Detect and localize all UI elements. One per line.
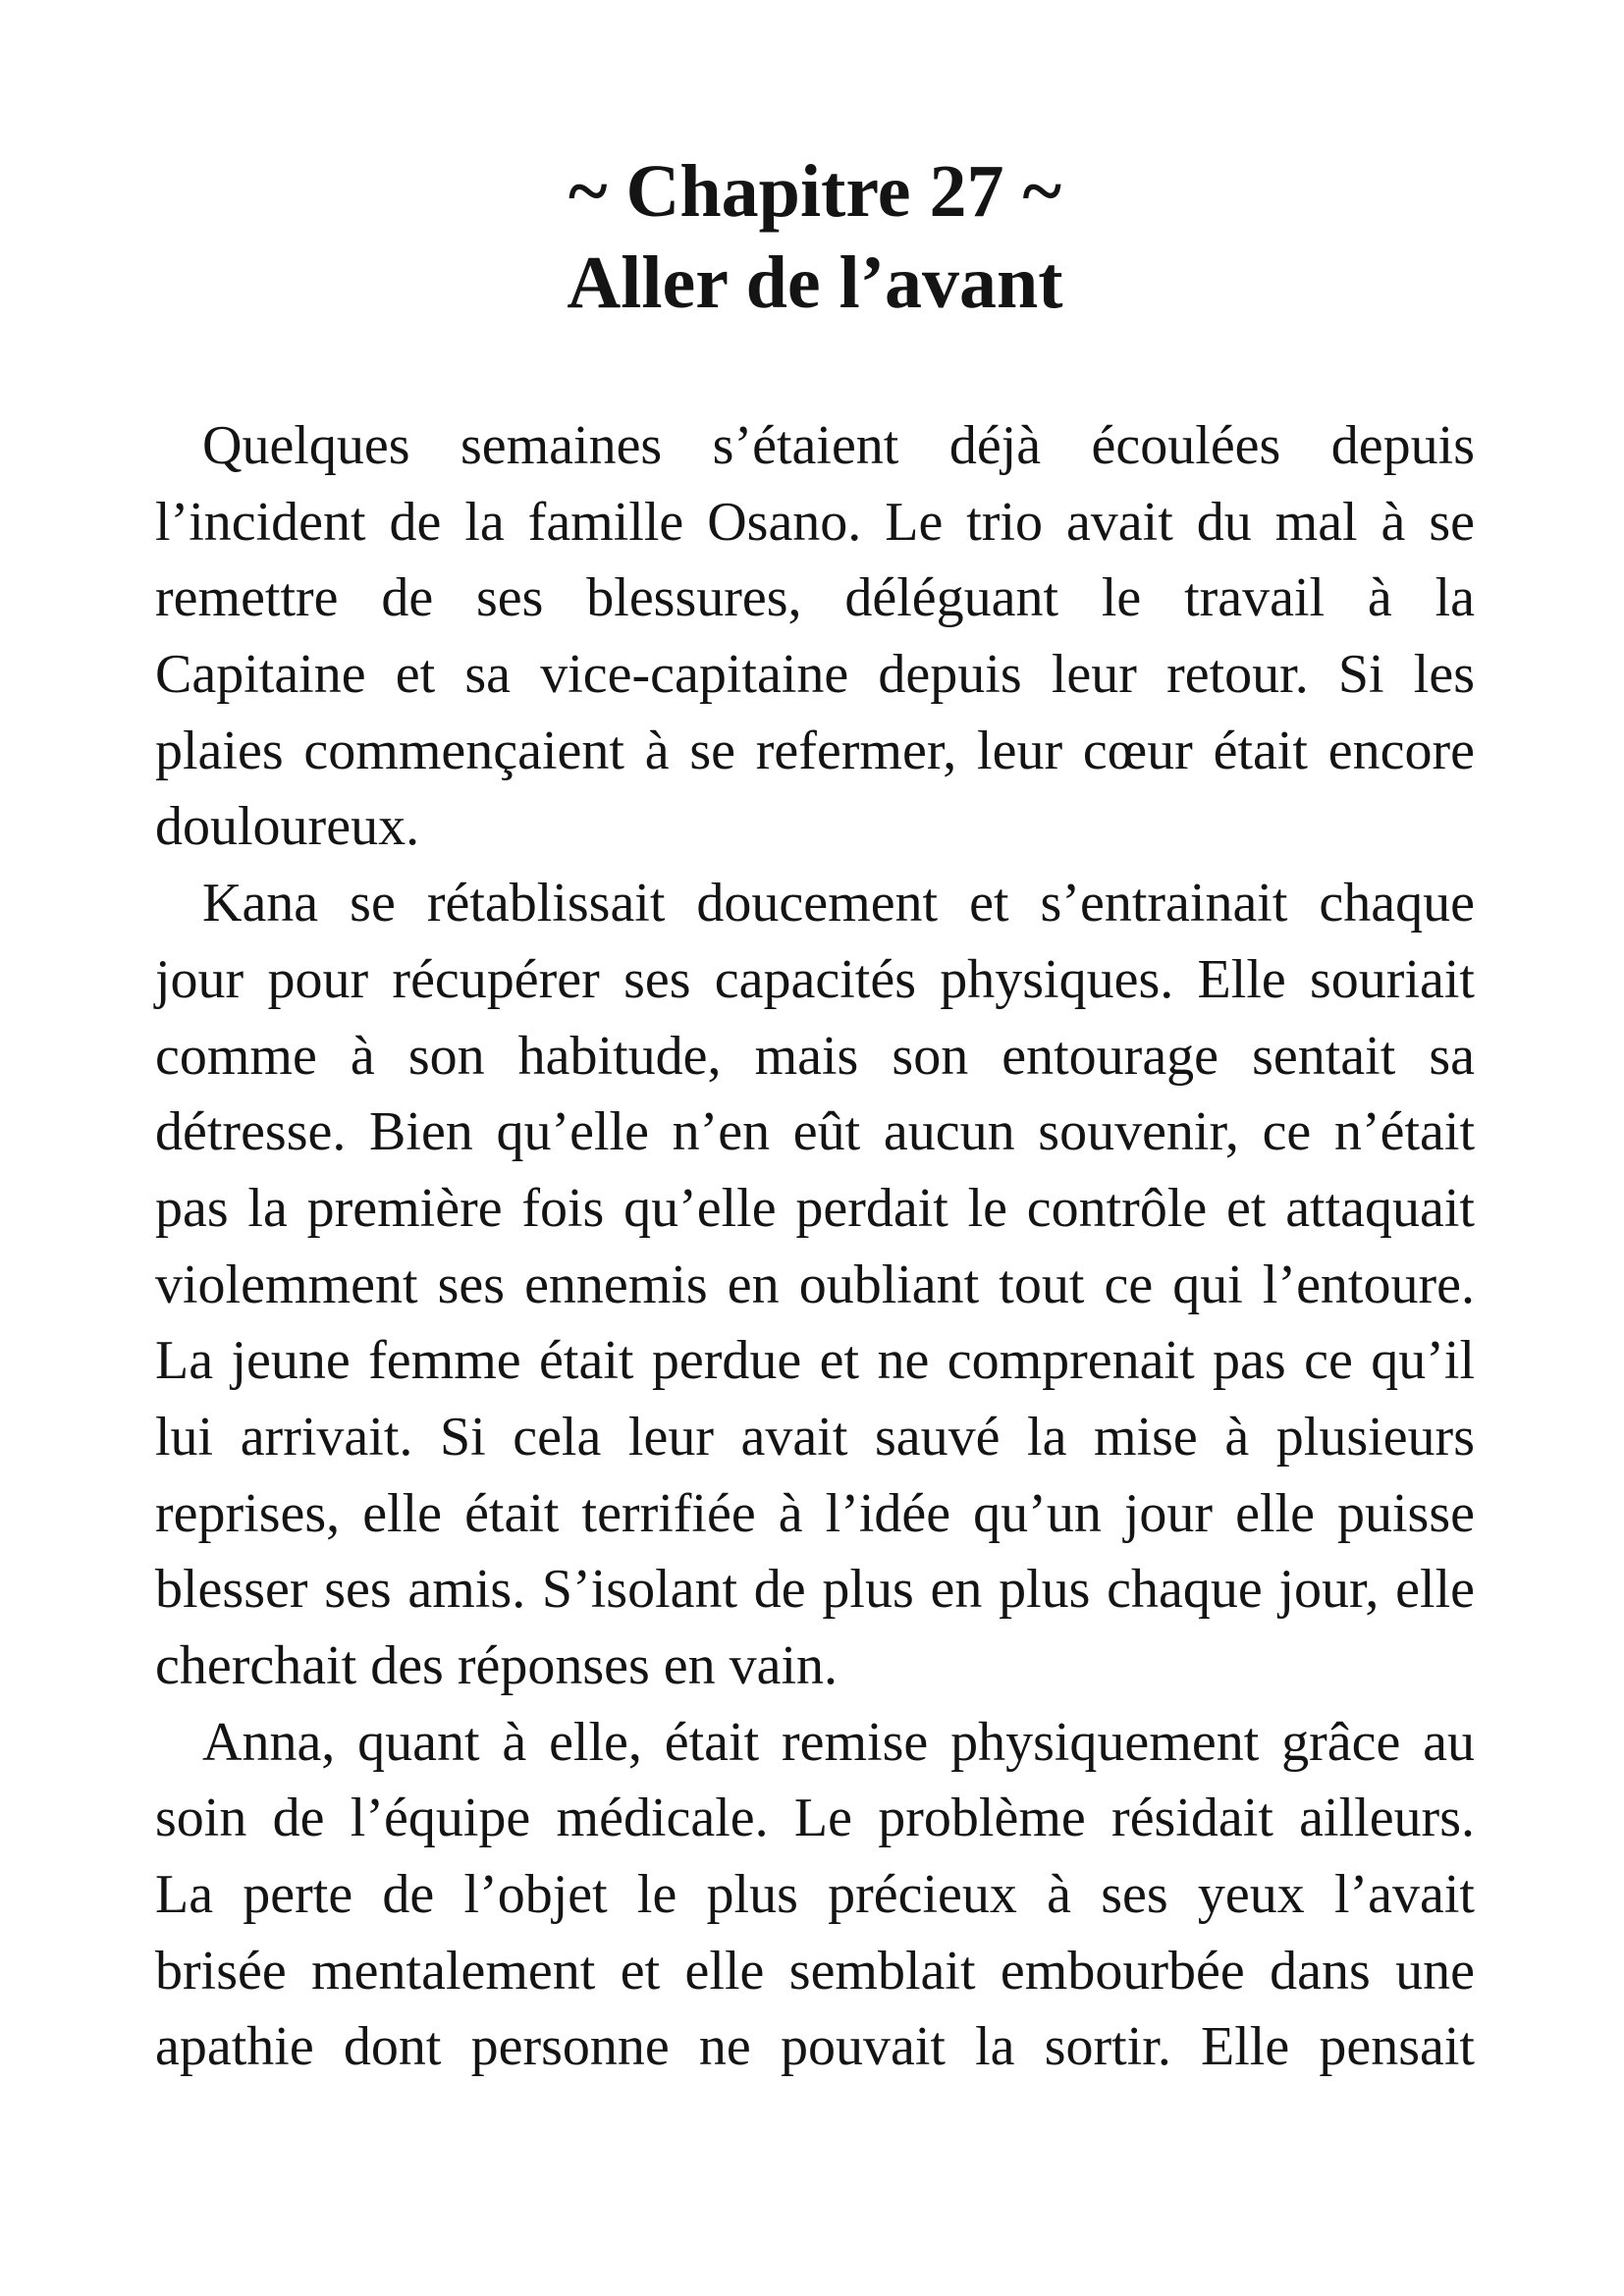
text-line: Quelques semaines s’étaient déjà écoulées depuis — [202, 415, 1475, 476]
text-line: Capitaine et sa vice-capitaine depuis leur retour. Si les — [155, 644, 1475, 706]
text-line: apathie dont personne ne pouvait la sortir. Elle pensait — [155, 2016, 1475, 2078]
paragraph — [155, 1705, 1475, 2086]
text-line: comme à son habitude, mais son entourage sentait sa — [155, 1025, 1475, 1087]
text-body — [155, 408, 1475, 2086]
text-line: reprises, elle était terrifiée à l’idée qu’un jour elle puisse — [155, 1482, 1475, 1544]
text-line: douloureux. — [155, 796, 420, 858]
text-line: violemment ses ennemis en oubliant tout ce qui l’entoure. — [155, 1254, 1475, 1315]
text-line: plaies commençaient à se refermer, leur cœur était encore — [155, 720, 1475, 781]
text-line: La perte de l’objet le plus précieux à ses yeux l’avait — [155, 1864, 1475, 1926]
text-line: pas la première fois qu’elle perdait le contrôle et attaquait — [155, 1177, 1475, 1239]
text-line: Anna, quant à elle, était remise physiquement grâce au — [202, 1711, 1475, 1773]
paragraph — [155, 408, 1475, 866]
text-line: brisée mentalement et elle semblait embourbée dans une — [155, 1940, 1475, 2002]
text-line: Kana se rétablissait doucement et s’entrainait chaque — [202, 873, 1475, 934]
chapter-heading — [155, 146, 1475, 329]
text-line: lui arrivait. Si cela leur avait sauvé la mise à plusieurs — [155, 1406, 1475, 1468]
text-line: cherchait des réponses en vain. — [155, 1635, 839, 1696]
paragraph — [155, 866, 1475, 1705]
text-line: blesser ses amis. S’isolant de plus en plus chaque jour, elle — [155, 1559, 1475, 1621]
text-line: l’incident de la famille Osano. Le trio avait du mal à se — [155, 491, 1475, 553]
chapter-title-heading: Aller de l’avant — [567, 241, 1063, 324]
text-line: détresse. Bien qu’elle n’en eût aucun souvenir, ce n’était — [155, 1101, 1475, 1163]
text-line: jour pour récupérer ses capacités physiques. Elle souriait — [155, 948, 1475, 1010]
chapter-number-heading: ~ Chapitre 27 ~ — [568, 150, 1061, 233]
text-line: remettre de ses blessures, déléguant le travail à la — [155, 567, 1475, 629]
text-line: soin de l’équipe médicale. Le problème résidait ailleurs. — [155, 1788, 1475, 1849]
text-line: La jeune femme était perdue et ne comprenait pas ce qu’il — [155, 1330, 1475, 1392]
